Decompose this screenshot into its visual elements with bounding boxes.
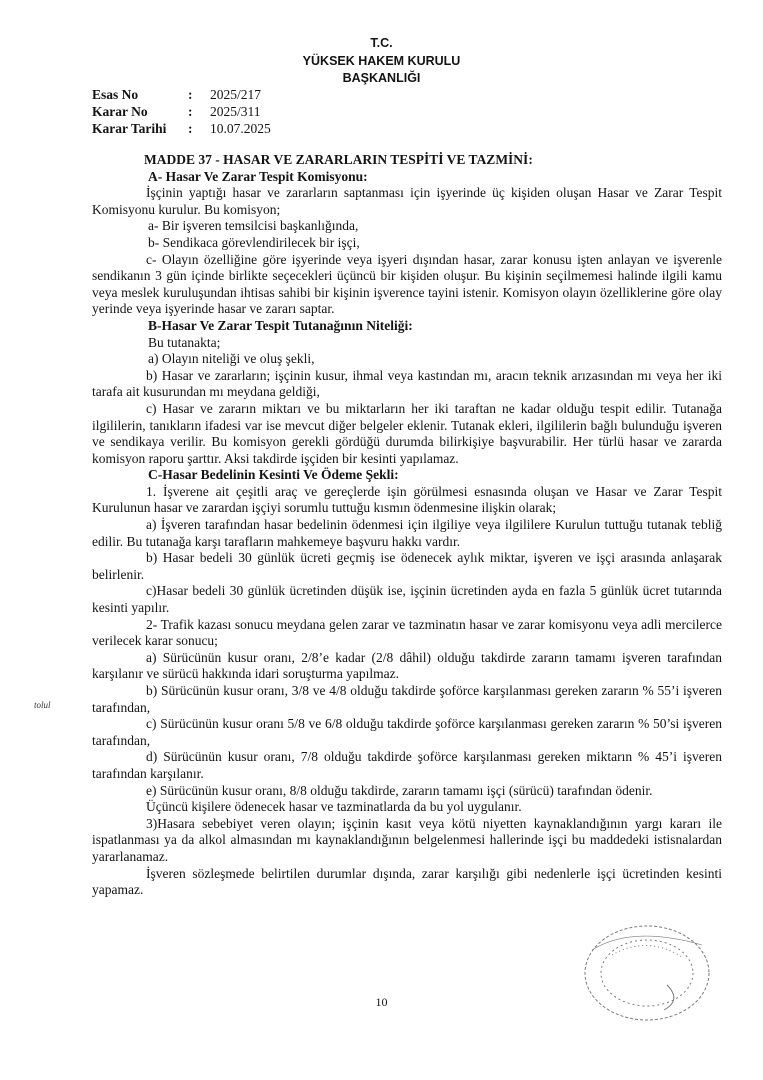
header-line-presidency: BAŞKANLIĞI (342, 71, 421, 85)
section-a-heading: A- Hasar Ve Zarar Tespit Komisyonu: (148, 168, 368, 184)
section-c-heading: C-Hasar Bedelinin Kesinti Ve Ödeme Şekli: (148, 467, 399, 483)
section-c-item-2b: b) Sürücünün kusur oranı, 3/8 ve 4/8 olduğu takdirde şoförce karşılanması gereken zararın % 55’i işveren tarafından, (92, 683, 722, 715)
section-c-item-2e: e) Sürücünün kusur oranı, 8/8 olduğu takdirde, zararın tamamı işçi (sürücü) tarafından ödenir. (146, 782, 653, 798)
section-a-paragraph: İşçinin yaptığı hasar ve zararların saptanması için işyerinde üç kişiden oluşan Hasar ve Zarar Tespit Komisyonu kurulur. Bu komisyon; (92, 185, 722, 217)
section-b-item-b: b) Hasar ve zararların; işçinin kusur, ihmal veya kastından mı, aracın teknik arızasından mı veya her iki tarafa ait kusurundan mı meydana geldiği, (92, 367, 722, 400)
section-a-item-a: a- Bir işveren temsilcisi başkanlığında, (148, 218, 359, 234)
header-line-institution: YÜKSEK HAKEM KURULU (302, 54, 461, 68)
meta-label: Esas No (92, 87, 139, 102)
section-a-item-b: b- Sendikaca görevlendirilecek bir işçi, (148, 234, 360, 250)
section-c-paragraph-2: 2- Trafik kazası sonucu meydana gelen zarar ve tazminatın hasar ve zarar komisyonu veya adli mercilerce verilecek karar sonucu; (92, 616, 722, 649)
section-c-item-1a: a) İşveren tarafından hasar bedelinin ödenmesi için ilgiliye veya ilgililere Kurulun tuttuğu tutanak tebliğ edilir. Bu tutanağa karşı tarafların mahkemeye başvuru hakkı vardır. (92, 517, 722, 549)
meta-row-karar (92, 103, 271, 120)
meta-label: Karar Tarihi (92, 121, 167, 136)
meta-colon: : (188, 121, 193, 136)
section-c-paragraph-4: İşveren sözleşmede belirtilen durumlar dışında, zarar karşılığı gibi nedenlerle işçi ücretinden kesinti yapamaz. (92, 865, 722, 898)
section-b-item-a: a) Olayın niteliği ve oluş şekli, (148, 351, 315, 367)
section-c-item-2c: c) Sürücünün kusur oranı 5/8 ve 6/8 olduğu takdirde şoförce karşılanması gereken zararın % 50’si işveren tarafından, (92, 716, 722, 748)
section-c-item-2d: d) Sürücünün kusur oranı, 7/8 olduğu takdirde şoförce karşılanması gereken miktarın % 45’i işveren tarafından karşılanır. (92, 749, 722, 781)
section-c-item-1b: b) Hasar bedeli 30 günlük ücreti geçmiş ise ödenecek aylık miktar, işveren ve işçi arasında anlaşarak belirlenir. (92, 550, 722, 582)
section-a-item-c: c- Olayın özelliğine göre işyerinde veya işyeri dışından hasar, zarar konusu işten anlayan ve işverenle sendikanın 3 gün içinde birlikte seçecekleri üçüncü bir kişiden oluşur. Bu kişinin seçilmemesi halinde ilgili kamu veya meslek kuruluşundan ihtisas sahibi bir kişinin işverence tayini istenir. Komisyon olayın özelliklerine göre olay yerinde veya işyerinde hasar ve zararı saptar. (92, 251, 722, 317)
meta-value: 2025/311 (210, 104, 261, 119)
article-title: MADDE 37 - HASAR VE ZARARLARIN TESPİTİ VE TAZMİNİ: (144, 152, 533, 167)
meta-row-esas (92, 86, 271, 103)
meta-value: 2025/217 (210, 87, 262, 102)
section-b-item-c: c) Hasar ve zararın miktarı ve bu miktarların her iki taraftan ne kadar olduğu tespit edilir. Tutanağa ilgililerin, tanıkların ifadesi var ise mevcut diğer belgeler eklenir. Tutanak ekleri, ilgililerin bağlı bulunduğu işveren ve sendikaya verilir. Bu komisyon gerekli gördüğü durumda bilirkişiye başvurabilir. Her türlü hasar ve zararda komisyon raporu şarttır. Aksi takdirde işçiden bir kesinti yapılamaz. (92, 400, 722, 466)
meta-row-tarih (92, 120, 271, 137)
document-body (92, 152, 722, 899)
meta-value: 10.07.2025 (210, 121, 271, 136)
page-number: 10 (375, 995, 388, 1009)
section-c-item-2a: a) Sürücünün kusur oranı, 2/8’e kadar (2/8 dâhil) olduğu takdirde zararın tamamı işveren tarafından karşılanır ve sürücü hakkında idari soruşturma yapılmaz. (92, 649, 722, 682)
section-b-intro: Bu tutanakta; (148, 334, 221, 350)
margin-initials: tolul (34, 700, 51, 710)
official-stamp (572, 915, 722, 1030)
meta-label: Karar No (92, 104, 148, 119)
meta-colon: : (188, 104, 193, 119)
section-c-item-2f: Üçüncü kişilere ödenecek hasar ve tazminatlarda da bu yol uygulanır. (146, 799, 522, 815)
header-line-tc: T.C. (370, 36, 393, 50)
meta-colon: : (188, 87, 193, 102)
section-c-item-1c: c)Hasar bedeli 30 günlük ücretinden düşük ise, işçinin ücretinden ayda en fazla 5 günlük ücret tutarında kesinti yapılır. (92, 583, 722, 616)
case-meta (92, 86, 271, 137)
section-c-paragraph-3: 3)Hasara sebebiyet veren olayın; işçinin kasıt veya kötü niyetten kaynaklandığının yargı kararı ile ispatlanması ya da alkol almasından mı kaynaklandığının belgelenmesi hallerinde işçi bu maddedeki istisnalardan yararlanamaz. (92, 815, 722, 864)
section-c-paragraph-1: 1. İşverene ait çeşitli araç ve gereçlerde işin görülmesi esnasında oluşan ve Hasar ve Zarar Tespit Kurulunun hasar ve zarardan işçiyi sorumlu tuttuğu kısmın ödenmesine ilişkin olarak; (92, 483, 722, 516)
section-b-heading: B-Hasar Ve Zarar Tespit Tutanağının Niteliği: (148, 317, 413, 333)
